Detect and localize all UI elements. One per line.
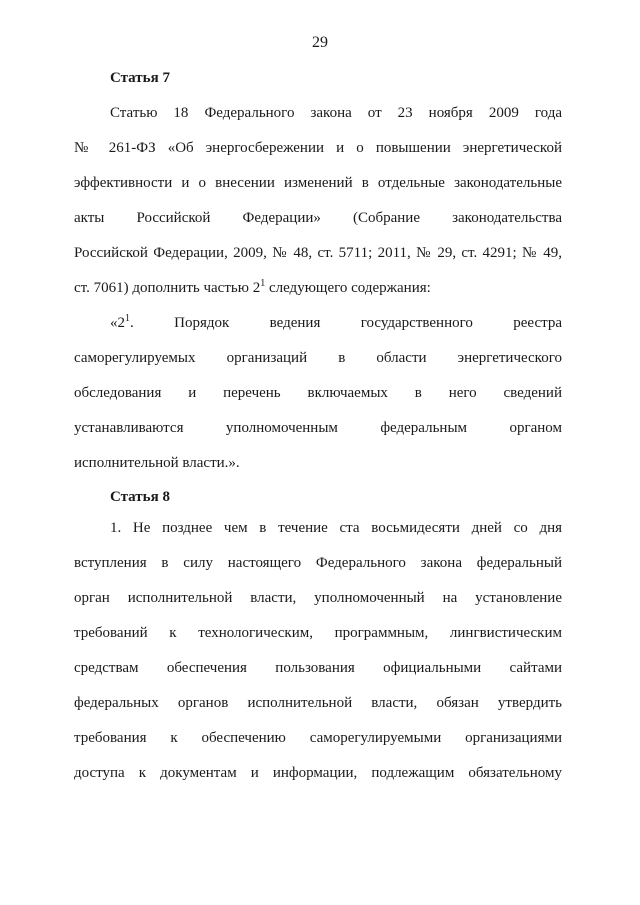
superscript-1: 1 [260, 278, 266, 289]
article-8-line-3: орган исполнительной власти, уполномоченный на установление [74, 590, 562, 606]
superscript-1: 1 [125, 313, 130, 324]
article-8-line-6: федеральных органов исполнительной власти, обязан утвердить [74, 695, 562, 711]
article-7-line-2: № 261-ФЗ «Об энергосбережении и о повышении энергетической [74, 140, 562, 156]
article-7-quote-line-5: исполнительной власти.». [74, 455, 240, 471]
article-7-line-6 [74, 278, 562, 298]
article-8-heading: Статья 8 [110, 489, 170, 505]
article-7-line-1: Статью 18 Федерального закона от 23 ноября 2009 года [110, 105, 562, 121]
line-6-text-start: ст. 7061) дополнить частью 2 [74, 280, 261, 296]
article-8-line-2: вступления в силу настоящего Федерального закона федеральный [74, 555, 562, 571]
article-8-line-1: 1. Не позднее чем в течение ста восьмидесяти дней со дня [110, 520, 562, 536]
article-7-quote-line-1 [110, 313, 562, 333]
article-7-quote-line-2: саморегулируемых организаций в области энергетического [74, 350, 562, 366]
article-7-quote-line-4: устанавливаются уполномоченным федеральным органом [74, 420, 562, 436]
quote-start: «2 [110, 315, 125, 331]
article-7-line-4: акты Российской Федерации» (Собрание законодательства [74, 210, 562, 226]
article-7-line-5: Российской Федерации, 2009, № 48, ст. 5711; 2011, № 29, ст. 4291; № 49, [74, 245, 562, 261]
article-7-line-3: эффективности и о внесении изменений в отдельные законодательные [74, 175, 562, 191]
page-number: 29 [312, 34, 328, 51]
article-8-line-4: требований к технологическим, программным, лингвистическим [74, 625, 562, 641]
line-6-text-end: следующего содержания: [265, 280, 431, 296]
article-8-line-5: средствам обеспечения пользования официальными сайтами [74, 660, 562, 676]
quote-text: . Порядок ведения государственного реестра [130, 315, 562, 331]
article-7-heading: Статья 7 [110, 70, 170, 86]
article-7-quote-line-3: обследования и перечень включаемых в него сведений [74, 385, 562, 401]
article-8-line-7: требования к обеспечению саморегулируемыми организациями [74, 730, 562, 746]
article-8-line-8: доступа к документам и информации, подлежащим обязательному [74, 765, 562, 781]
